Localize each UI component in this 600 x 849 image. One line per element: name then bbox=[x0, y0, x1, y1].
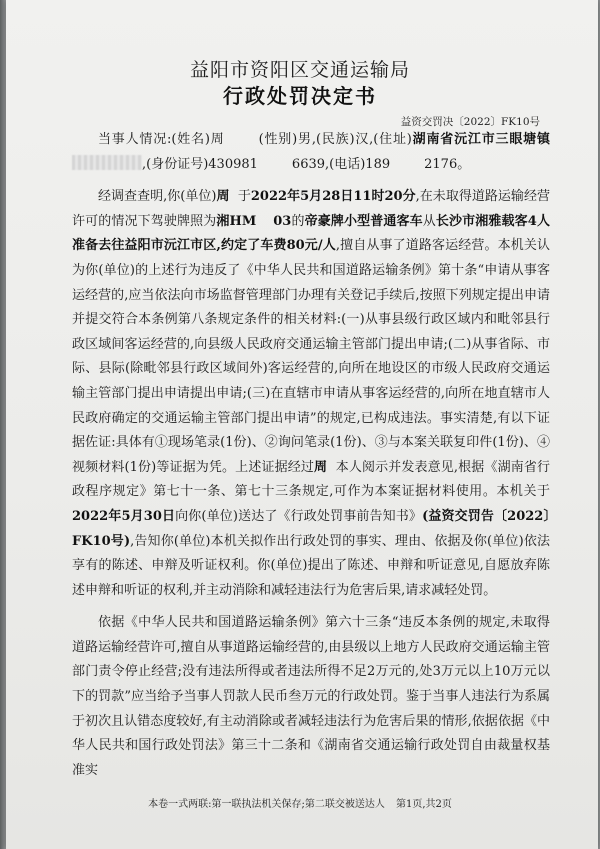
redacted-area bbox=[72, 155, 142, 170]
document-number: 益资交罚决〔2022〕FK10号 bbox=[400, 116, 540, 128]
page-number: 第1页,共2页 bbox=[396, 799, 452, 810]
plate-number: 湘HM bbox=[216, 213, 257, 229]
legal-basis-paragraph: 依据《中华人民共和国道路运输条例》第六十三条“违反本条例的规定,未取得道路运输经营许可,擅自从事道路运输经营的,由县级以上地方人民政府交通运输主管部门责令停止经营;没有违法所得或者违法所得不足2万元的,处3万元以上10万元以下的罚款”应当给予当事人罚款人民币叁万元的行政处罚。鉴于当事人违法行为系属于初次且认错态度较好,有主动消除或者减轻违法行为危害后果的情形,依据依据《中华人民共和国行政处罚法》第三十二条和《湖南省交通运输行政处罚自由裁量权基准实 bbox=[72, 615, 550, 778]
party-address: 湖南省沅江市三 bbox=[411, 132, 510, 147]
notice-number: (益资交罚告〔2022〕FK10号) bbox=[72, 508, 550, 549]
trip-details: 长沙市湘雅载客4人准备去往益阳市沅江市区,约定了车费80元/人 bbox=[72, 213, 550, 254]
party-id-number: 430981 bbox=[208, 156, 258, 172]
document-title: 行政处罚决定书 bbox=[223, 84, 377, 108]
party-phone: 189 bbox=[365, 156, 391, 172]
copies-note: 本卷一式两联:第一联执法机关保存;第二联交被送达人 bbox=[148, 799, 385, 810]
incident-time: 2022年5月28日11时20分 bbox=[250, 189, 416, 205]
vehicle-model: 帝豪牌小型普通客车 bbox=[304, 213, 423, 229]
page-footer bbox=[0, 795, 600, 810]
investigation-paragraph: 经调查查明,你(单位)周 于2022年5月28日11时20分,在未取得道路运输经营许可的情况下驾驶牌照为湘HM 03的帝豪牌小型普通客车从长沙市湘雅载客4人准备去往益阳市沅江市区,约定了车费80元/人,擅自从事了道路客运经营。本机关认为你(单位)的上述行为违反了《中华人民共和国道路运输条例》第十条“申请从事客运经营的,应当依法向市场监督管理部门办理有关登记手续后,按照下列规定提出申请并提交符合本条例第八条规定条件的相关材料:(一)从事县级行政区域内和毗邻县行政区域间客运经营的,向县级人民政府交通运输主管部门提出申请;(二)从事省际、市际、县际(除毗邻县行政区域间外)客运经营的,向所在地设区的市级人民政府交通运输主管部门提出申请提出申请;(三)在直辖市申请从事客运经营的,向所在地直辖市人民政府确定的交通运输主管部门提出申请”的规定,已构成违法。事实清楚,有以下证据佐证:具体有①现场笔录(1份)、②询问笔录(1份)、③与本案关联复印件(1份)、④视频材料(1份)等证据为凭。上述证据经过周 本人阅示并发表意见,根据《湖南省行政程序规定》第七十一条、第七十三条规定,可作为本案证据材料使用。本机关于2022年5月30日向你(单位)送达了《行政处罚事前告知书》(益资交罚告〔2022〕FK10号),告知你(单位)本机关拟作出行政处罚的事实、理由、依据及你(单位)依法享有的陈述、申辩及听证权利。你(单位)提出了陈述、申辩和听证意见,自愿放弃陈述申辩和听证的权利,并主动消除和减轻违法行为危害后果,请求减轻处罚。 bbox=[72, 189, 550, 598]
notice-date: 2022年5月30日 bbox=[72, 508, 176, 524]
document-body bbox=[72, 128, 550, 783]
party-info: 当事人情况:(姓名)周 (性别)男,(民族)汉,(住址)湖南省沅江市三眼塘镇,(身份证号)430981 6639,(电话)189 2176。 bbox=[72, 128, 550, 177]
issuing-authority: 益阳市资阳区交通运输局 bbox=[189, 59, 410, 81]
party-name: 周 bbox=[210, 132, 225, 147]
